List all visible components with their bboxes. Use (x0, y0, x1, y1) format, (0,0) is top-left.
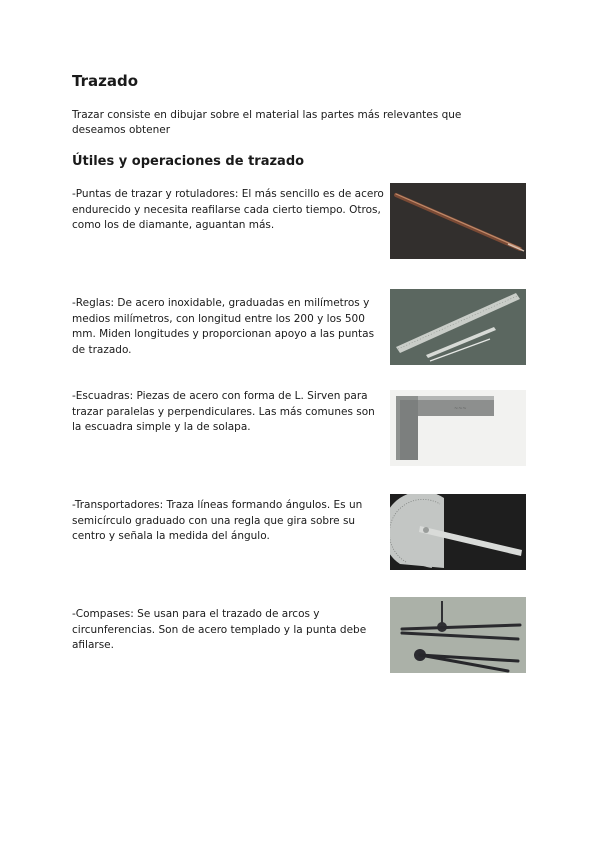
intro-paragraph: Trazar consiste en dibujar sobre el material las partes más relevantes que deseamos obtener (72, 109, 462, 136)
page-title: Trazado (72, 72, 138, 90)
compasses-photo (390, 597, 526, 673)
protractor-photo (390, 494, 526, 570)
steel-square-photo (390, 390, 526, 466)
svg-text:~~~: ~~~ (454, 406, 467, 412)
item-text-scriber: -Puntas de trazar y rotuladores: El más sencillo es de acero endurecido y necesita reafilarse cada cierto tiempo. Otros, como los de diamante, aguantan más. (72, 188, 384, 231)
scriber-photo (390, 183, 526, 259)
item-text-squares: -Escuadras: Piezas de acero con forma de L. Sirven para trazar paralelas y perpendiculares. Las más comunes son la escuadra simple y la de solapa. (72, 390, 375, 433)
section-subtitle: Útiles y operaciones de trazado (72, 154, 305, 169)
item-text-compasses: -Compases: Se usan para el trazado de arcos y circunferencias. Son de acero templado y la punta debe afilarse. (72, 608, 367, 651)
item-text-rulers: -Reglas: De acero inoxidable, graduadas en milímetros y medios milímetros, con longitud entre los 200 y los 500 mm. Miden longitudes y proporcionan apoyo a las puntas de trazado. (72, 297, 375, 356)
steel-rulers-photo (390, 289, 526, 365)
item-text-protractors: -Transportadores: Traza líneas formando ángulos. Es un semicírculo graduado con una regla que gira sobre su centro y señala la medida del ángulo. (72, 499, 363, 542)
